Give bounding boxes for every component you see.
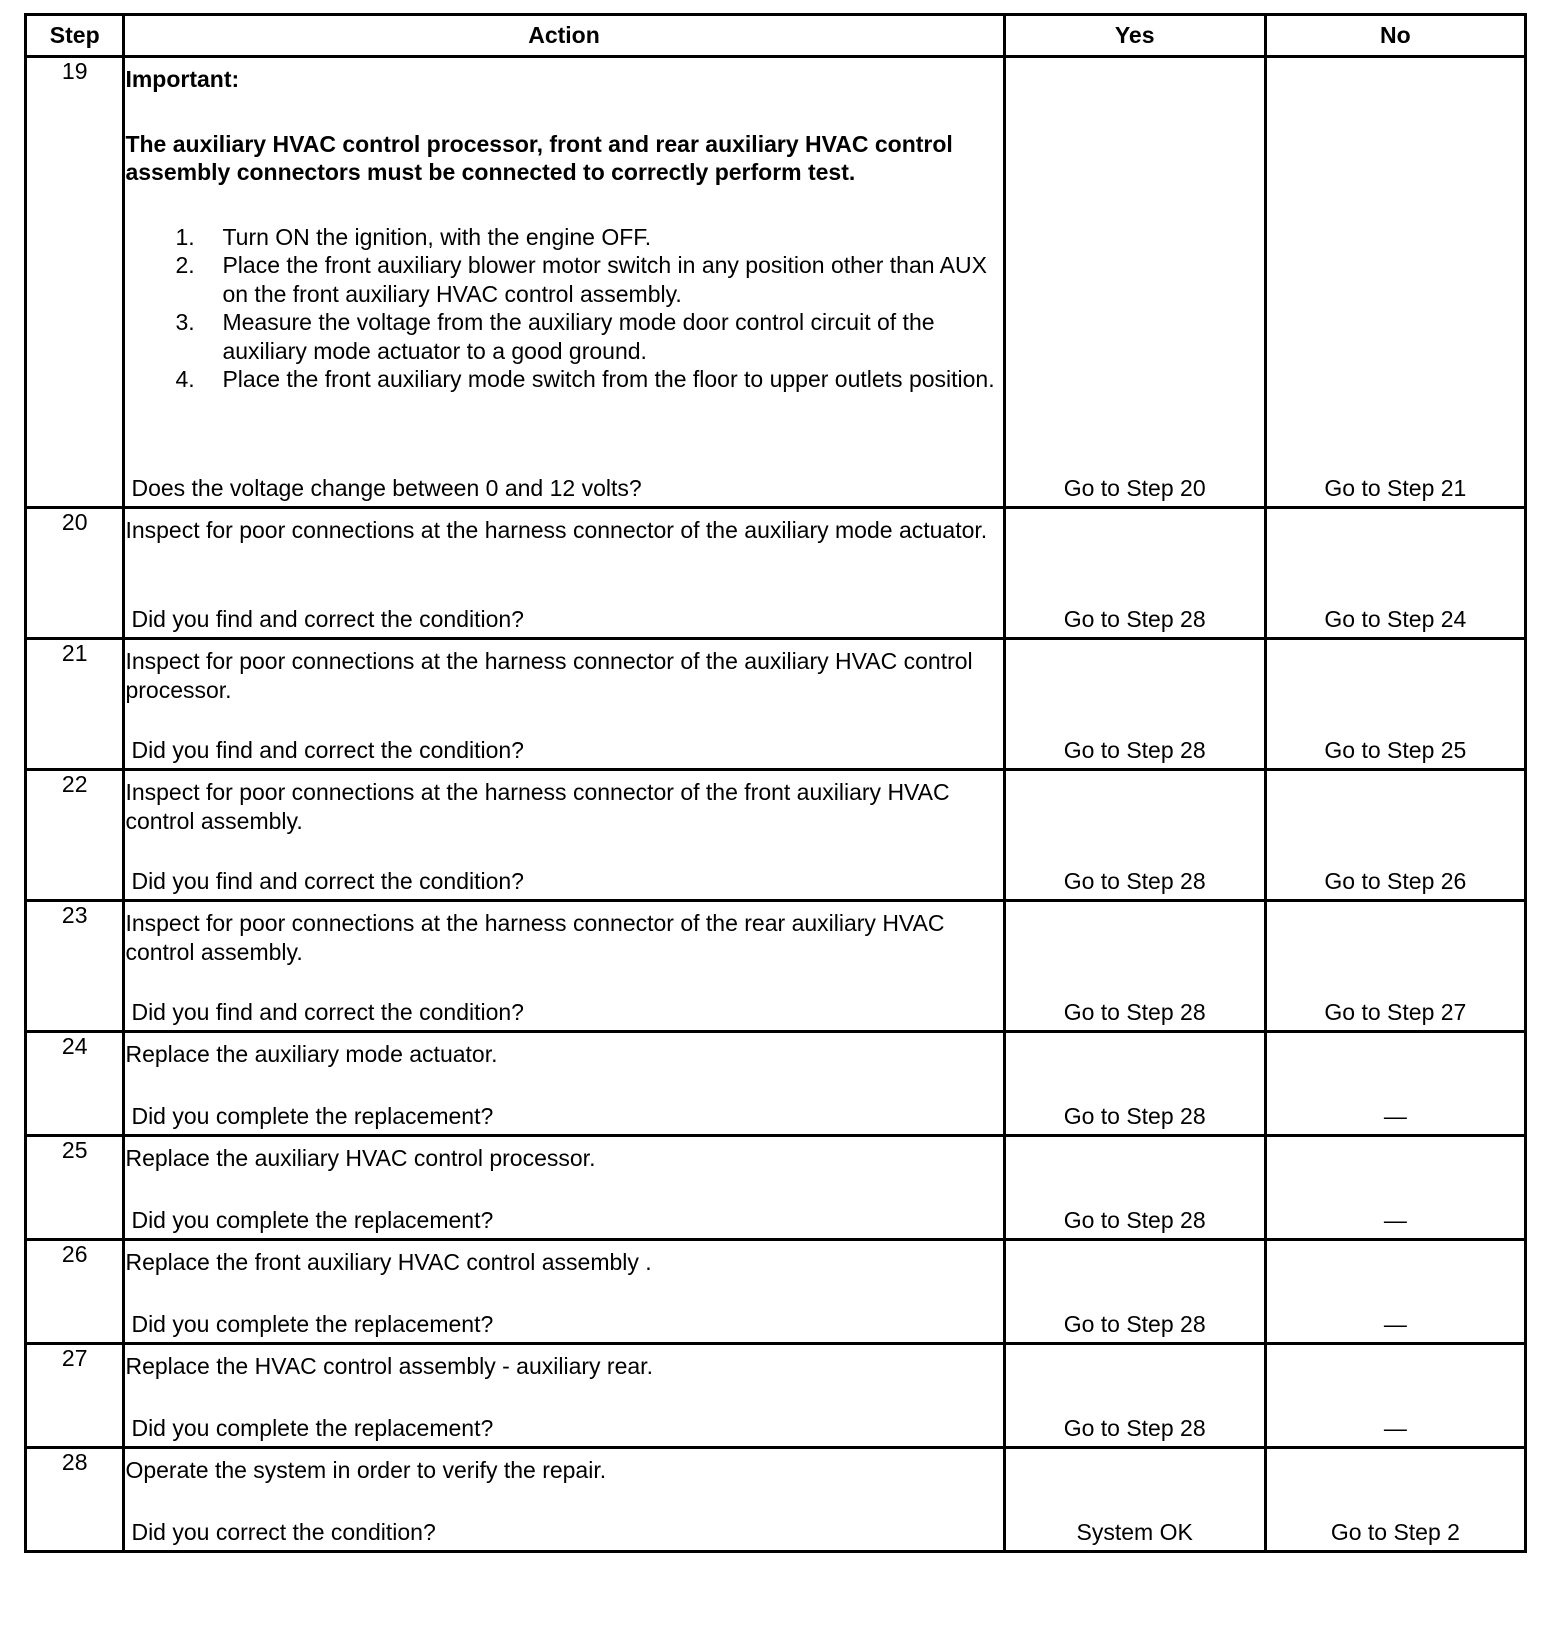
step-number: 24	[26, 1032, 124, 1136]
action-question: Did you complete the replacement?	[131, 1414, 494, 1441]
table-row	[26, 639, 1526, 770]
header-row	[26, 15, 1526, 57]
action-cell	[124, 1136, 1004, 1240]
yes-result: Go to Step 28	[1063, 1206, 1206, 1233]
list-item	[125, 223, 1002, 252]
action-question: Does the voltage change between 0 and 12 volts?	[131, 474, 642, 501]
action-text: Operate the system in order to verify the repair.	[125, 1457, 607, 1483]
action-cell	[124, 1032, 1004, 1136]
no-result: Go to Step 26	[1324, 867, 1467, 894]
important-label: Important:	[125, 66, 240, 92]
action-text: Inspect for poor connections at the harness connector of the auxiliary mode actuator.	[125, 517, 988, 543]
no-cell	[1265, 1240, 1525, 1344]
important-text: The auxiliary HVAC control processor, front and rear auxiliary HVAC control assembly connectors must be connected to correctly perform test.	[125, 130, 953, 185]
yes-result: Go to Step 28	[1063, 1414, 1206, 1441]
substep-number: 4.	[175, 366, 195, 392]
table-row	[26, 1240, 1526, 1344]
header-yes: Yes	[1004, 15, 1265, 57]
no-result: Go to Step 27	[1324, 998, 1467, 1025]
substep-text: Measure the voltage from the auxiliary mode door control circuit of the auxiliary mode actuator to a good ground.	[222, 309, 935, 364]
header-action: Action	[124, 15, 1004, 57]
yes-result: Go to Step 28	[1063, 605, 1206, 632]
no-result: Go to Step 25	[1324, 736, 1467, 763]
substep-text: Turn ON the ignition, with the engine OFF.	[222, 223, 652, 250]
step-number: 25	[26, 1136, 124, 1240]
no-cell	[1265, 1448, 1525, 1552]
yes-cell	[1004, 1240, 1265, 1344]
yes-cell	[1004, 770, 1265, 901]
no-cell	[1265, 901, 1525, 1032]
table-row	[26, 1344, 1526, 1448]
action-cell	[124, 770, 1004, 901]
action-cell	[124, 57, 1004, 508]
yes-result: Go to Step 28	[1063, 1310, 1206, 1337]
action-question: Did you complete the replacement?	[131, 1206, 494, 1233]
step-number: 19	[26, 57, 124, 508]
diagnostic-table	[24, 13, 1527, 1553]
action-question: Did you find and correct the condition?	[131, 998, 524, 1025]
table-row	[26, 770, 1526, 901]
action-cell	[124, 508, 1004, 639]
action-text: Inspect for poor connections at the harness connector of the auxiliary HVAC control processor.	[125, 648, 973, 703]
action-question: Did you complete the replacement?	[131, 1102, 494, 1129]
table-row	[26, 508, 1526, 639]
action-question: Did you find and correct the condition?	[131, 736, 524, 763]
no-result: Go to Step 2	[1330, 1518, 1460, 1545]
no-result: —	[1383, 1206, 1407, 1233]
no-cell	[1265, 1136, 1525, 1240]
step-number: 28	[26, 1448, 124, 1552]
action-text: Replace the front auxiliary HVAC control assembly .	[125, 1249, 652, 1275]
yes-cell	[1004, 1344, 1265, 1448]
yes-result: Go to Step 28	[1063, 1102, 1206, 1129]
step-number: 26	[26, 1240, 124, 1344]
header-no: No	[1265, 15, 1525, 57]
list-item	[125, 308, 1002, 365]
table-row	[26, 1448, 1526, 1552]
step-number: 22	[26, 770, 124, 901]
no-cell	[1265, 770, 1525, 901]
yes-cell	[1004, 901, 1265, 1032]
yes-cell	[1004, 57, 1265, 508]
substep-text: Place the front auxiliary blower motor switch in any position other than AUX on the front auxiliary HVAC control assembly.	[222, 252, 987, 307]
table-row	[26, 57, 1526, 508]
yes-cell	[1004, 639, 1265, 770]
step-number: 21	[26, 639, 124, 770]
action-text: Replace the auxiliary mode actuator.	[125, 1041, 498, 1067]
list-item	[125, 365, 1002, 394]
action-text: Replace the HVAC control assembly - auxiliary rear.	[125, 1353, 653, 1379]
yes-result: System OK	[1076, 1518, 1193, 1545]
no-result: —	[1383, 1102, 1407, 1129]
no-result: Go to Step 24	[1324, 605, 1467, 632]
substep-number: 1.	[175, 223, 195, 250]
substep-text: Place the front auxiliary mode switch from the floor to upper outlets position.	[222, 366, 995, 392]
action-cell	[124, 1448, 1004, 1552]
yes-result: Go to Step 28	[1063, 736, 1206, 763]
action-question: Did you complete the replacement?	[131, 1310, 494, 1337]
no-result: —	[1383, 1414, 1407, 1441]
substep-number: 3.	[175, 309, 195, 335]
yes-cell	[1004, 1032, 1265, 1136]
header-step: Step	[26, 15, 124, 57]
yes-cell	[1004, 1448, 1265, 1552]
yes-cell	[1004, 508, 1265, 639]
action-cell	[124, 1240, 1004, 1344]
action-cell	[124, 901, 1004, 1032]
action-question: Did you correct the condition?	[131, 1518, 436, 1545]
no-cell	[1265, 508, 1525, 639]
yes-result: Go to Step 28	[1063, 867, 1206, 894]
action-question: Did you find and correct the condition?	[131, 867, 524, 894]
list-item	[125, 251, 1002, 308]
action-text: Replace the auxiliary HVAC control processor.	[125, 1145, 596, 1171]
table-row	[26, 1136, 1526, 1240]
no-cell	[1265, 57, 1525, 508]
table-row	[26, 1032, 1526, 1136]
action-question: Did you find and correct the condition?	[131, 605, 524, 632]
no-result: —	[1383, 1310, 1407, 1337]
no-result: Go to Step 21	[1324, 474, 1467, 501]
step-number: 23	[26, 901, 124, 1032]
step-number: 27	[26, 1344, 124, 1448]
no-cell	[1265, 1344, 1525, 1448]
substep-number: 2.	[175, 252, 195, 278]
table-row	[26, 901, 1526, 1032]
action-text: Inspect for poor connections at the harness connector of the rear auxiliary HVAC control assembly.	[125, 910, 945, 965]
action-cell	[124, 639, 1004, 770]
yes-cell	[1004, 1136, 1265, 1240]
step-number: 20	[26, 508, 124, 639]
action-cell	[124, 1344, 1004, 1448]
no-cell	[1265, 1032, 1525, 1136]
action-text: Inspect for poor connections at the harness connector of the front auxiliary HVAC control assembly.	[125, 779, 950, 834]
yes-result: Go to Step 28	[1063, 998, 1206, 1025]
no-cell	[1265, 639, 1525, 770]
yes-result: Go to Step 20	[1063, 474, 1206, 501]
substep-list	[125, 223, 1002, 394]
